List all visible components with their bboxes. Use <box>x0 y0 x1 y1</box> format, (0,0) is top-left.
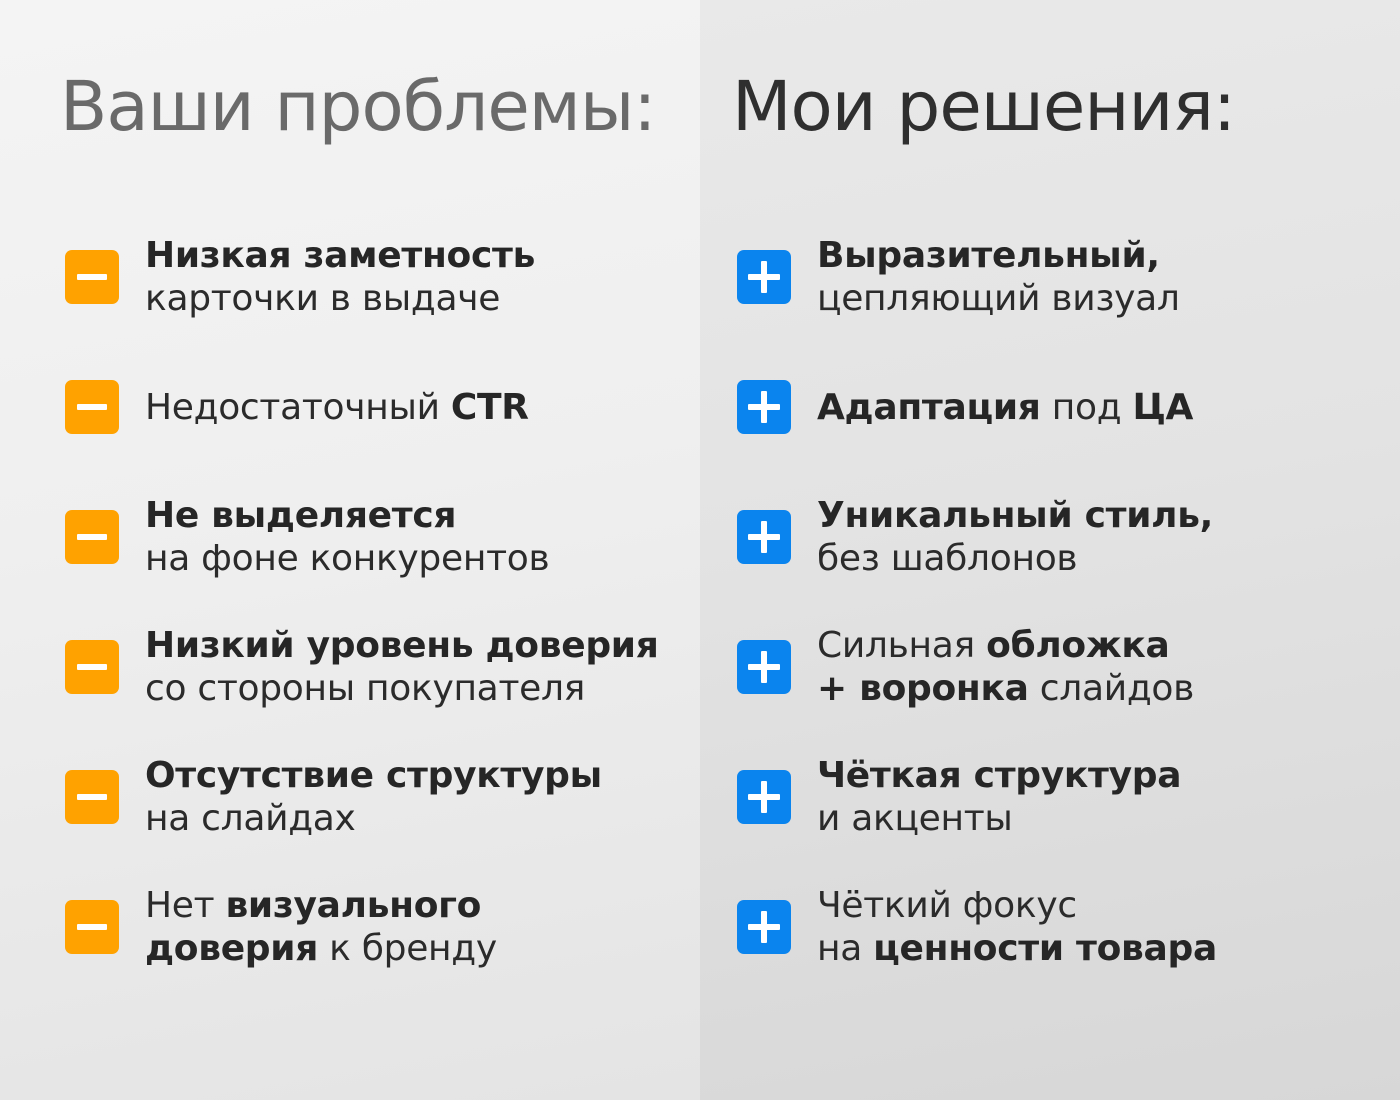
solution-text: Адаптация под ЦА <box>817 386 1194 428</box>
solution-item <box>737 222 1392 332</box>
solution-item <box>737 872 1392 982</box>
problem-item <box>65 482 690 592</box>
minus-icon <box>65 900 119 954</box>
minus-icon <box>65 770 119 824</box>
problem-item <box>65 742 690 852</box>
problem-text: Нет визуального доверия к бренду <box>145 885 497 969</box>
problem-item <box>65 612 690 722</box>
solution-text: Чёткая структура и акценты <box>817 755 1182 839</box>
solution-item <box>737 352 1392 462</box>
problem-item <box>65 222 690 332</box>
solution-text: Выразительный, цепляющий визуал <box>817 235 1180 319</box>
solutions-panel <box>700 0 1400 1100</box>
minus-icon <box>65 250 119 304</box>
solution-item <box>737 612 1392 722</box>
minus-icon <box>65 510 119 564</box>
minus-icon <box>65 380 119 434</box>
solution-text: Чёткий фокус на ценности товара <box>817 885 1217 969</box>
plus-icon <box>737 770 791 824</box>
solution-item <box>737 742 1392 852</box>
problems-title: Ваши проблемы: <box>60 67 656 147</box>
problem-item <box>65 352 690 462</box>
plus-icon <box>737 250 791 304</box>
plus-icon <box>737 900 791 954</box>
solution-text: Уникальный стиль, без шаблонов <box>817 495 1214 579</box>
minus-icon <box>65 640 119 694</box>
problem-text: Отсутствие структуры на слайдах <box>145 755 602 839</box>
problem-item <box>65 872 690 982</box>
problem-text: Не выделяется на фоне конкурентов <box>145 495 550 579</box>
solution-item <box>737 482 1392 592</box>
plus-icon <box>737 380 791 434</box>
problem-text: Низкая заметность карточки в выдаче <box>145 235 536 319</box>
solution-text: Сильная обложка + воронка слайдов <box>817 625 1195 709</box>
plus-icon <box>737 510 791 564</box>
solutions-title: Мои решения: <box>732 67 1236 147</box>
plus-icon <box>737 640 791 694</box>
problem-text: Низкий уровень доверия со стороны покупателя <box>145 625 659 709</box>
problem-text: Недостаточный CTR <box>145 386 529 428</box>
